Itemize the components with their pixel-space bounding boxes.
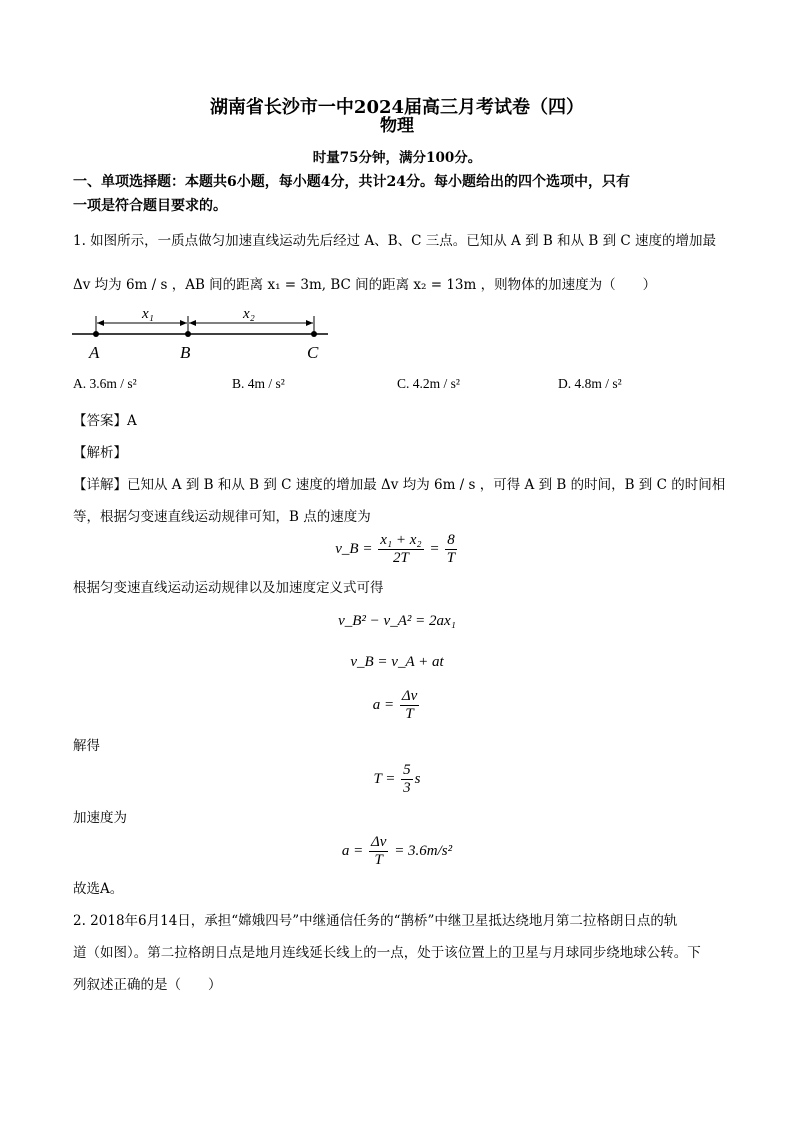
equation-acceleration-def: a = $\frac{\Delta v}{T}$ bbox=[372, 688, 418, 722]
option-c[interactable]: C. 4.2m / s² bbox=[397, 376, 460, 391]
q2-stem-line2: 道（如图）。第二拉格朗日点是地月连线延长线上的一点，处于该位置上的卫星与月球同步绕地球公转。下 bbox=[73, 945, 701, 961]
label-x2: x₂ bbox=[243, 306, 255, 322]
option-d[interactable]: D. 4.8m / s² bbox=[558, 376, 622, 391]
time-info: 时量75分钟，满分100分。 bbox=[312, 150, 482, 166]
acceleration-label: 加速度为 bbox=[73, 810, 127, 826]
choose-answer: 故选A。 bbox=[73, 881, 124, 897]
q2-stem-line1: 2. 2018年6月14日，承担“嫦娥四号”中继通信任务的“鹊桥”中继卫星抵达绕地月第二拉格朗日点的轨 bbox=[73, 913, 678, 929]
answer: 【答案】A bbox=[73, 413, 137, 429]
q2-stem-line3: 列叙述正确的是（ ） bbox=[73, 977, 222, 993]
page-title: 湖南省长沙市一中2024届高三月考试卷（四） bbox=[209, 97, 585, 118]
analysis-label: 【解析】 bbox=[73, 445, 127, 461]
detail-line1: 【详解】已知从 A 到 B 和从 B 到 C 速度的增加最 Δv 均为 6m / s ，可得 A 到 B 的时间，B 到 C 的时间相 bbox=[73, 477, 726, 493]
section-heading-line1: 一、单项选择题：本题共6小题，每小题4分，共计24分。每小题给出的四个选项中，只有 bbox=[73, 174, 630, 190]
option-b[interactable]: B. 4m / s² bbox=[232, 376, 285, 391]
equation-velocity-squared: v_B² − v_A² = 2ax₁ bbox=[338, 613, 456, 629]
q1-stem-line2: Δv 均为 6m / s ，AB 间的距离 x₁ = 3m, BC 间的距离 x₂ = 13m ，则物体的加速度为（ ） bbox=[73, 277, 657, 293]
q1-stem-line1: 1. 如图所示，一质点做匀加速直线运动先后经过 A、B、C 三点。已知从 A 到 B 和从 B 到 C 速度的增加最 bbox=[73, 233, 717, 249]
label-c: C bbox=[307, 343, 319, 362]
point-a bbox=[93, 331, 99, 337]
equation-vb: v_B = $\frac{\text{x₁ + x₂}}{2T}$ = $\frac{8}{T}$ bbox=[335, 532, 456, 566]
subject-title: 物理 bbox=[380, 116, 414, 136]
label-x1: x₁ bbox=[142, 306, 154, 322]
equation-result: a = $\frac{\Delta v}{T}$ = 3.6m/s² bbox=[341, 834, 453, 868]
point-c bbox=[311, 331, 317, 337]
solve-label: 解得 bbox=[73, 738, 100, 754]
equation-velocity: v_B = v_A + at bbox=[350, 654, 444, 670]
option-a[interactable]: A. 3.6m / s² bbox=[73, 376, 137, 391]
section-heading-line2: 一项是符合题目要求的。 bbox=[73, 198, 227, 214]
text-kinematics: 根据匀变速直线运动运动规律以及加速度定义式可得 bbox=[73, 580, 384, 596]
label-a: A bbox=[89, 343, 100, 362]
label-b: B bbox=[180, 343, 191, 362]
point-b bbox=[185, 331, 191, 337]
equation-t: T = $\frac{5}{3}$ s bbox=[373, 762, 421, 796]
detail-line2: 等，根据匀变速直线运动规律可知，B 点的速度为 bbox=[73, 509, 371, 525]
q1-motion-diagram bbox=[70, 302, 340, 367]
